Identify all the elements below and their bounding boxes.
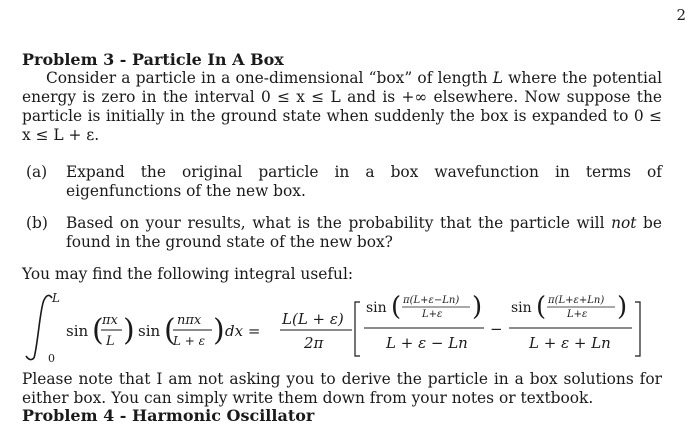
closing-note: Please note that I am not asking you to derive the particle in a box solutions for either box. You can simply write them down from your notes or textbook. (22, 370, 662, 407)
frac2-numerator-arg-denominator: L+ε (567, 309, 588, 320)
term1-arg-denominator: L (106, 334, 115, 349)
frac2-numerator-function: sin (511, 300, 532, 316)
frac1-numerator-arg-numerator: π(L+ε−Ln) (403, 295, 460, 306)
left-bracket (355, 302, 360, 356)
term2-arg-numerator: nπx (177, 313, 202, 328)
integral-equation (22, 284, 662, 370)
differential: dx = (225, 322, 261, 340)
frac1-denominator: L + ε − Ln (386, 334, 468, 352)
part-b-text-after: be found in the ground state of the new box? (66, 214, 662, 251)
term2-arg-denominator: L + ε (173, 334, 206, 348)
right-bracket (635, 302, 640, 356)
problem-parts (22, 163, 662, 252)
term1-left-paren: ( (92, 313, 104, 348)
prefactor-denominator: 2π (304, 334, 324, 352)
minus-sign: − (490, 320, 503, 338)
part-b-emphasis: not (611, 214, 637, 232)
problem-3 (22, 50, 662, 408)
integral-upper-limit: L (52, 291, 60, 305)
integral-sign (26, 295, 52, 359)
intro-symbol-L: L (492, 69, 503, 87)
part-a (22, 163, 662, 201)
term1-arg-numerator: πx (102, 313, 118, 328)
term2-left-paren: ( (164, 313, 176, 348)
integral-lower-limit: 0 (48, 352, 55, 365)
useful-text: You may find the following integral useful: (22, 265, 354, 283)
next-problem-title-partial: Problem 4 - Harmonic Oscillator (22, 406, 315, 425)
page-number: 2 (676, 6, 686, 24)
part-b-text (66, 214, 662, 252)
frac1-numerator-right-paren: ) (472, 292, 483, 322)
term2-function: sin (138, 322, 161, 340)
prefactor-numerator: L(L + ε) (282, 310, 344, 328)
frac2-denominator: L + ε + Ln (529, 334, 611, 352)
term2-right-paren: ) (213, 313, 225, 348)
problem-intro (22, 69, 662, 145)
frac1-numerator-arg-denominator: L+ε (422, 309, 443, 320)
term1-function: sin (66, 322, 89, 340)
frac1-numerator-function: sin (366, 300, 387, 316)
part-a-text: Expand the original particle in a box wavefunction in terms of eigenfunctions of the new box. (66, 163, 662, 200)
part-b-text-before: Based on your results, what is the probability that the particle will (66, 214, 612, 232)
frac2-numerator-right-paren: ) (617, 292, 628, 322)
frac2-numerator-arg-numerator: π(L+ε+Ln) (548, 295, 605, 306)
part-b (22, 214, 662, 252)
problem-title: Problem 3 - Particle In A Box (22, 50, 284, 69)
frac1-numerator-left-paren: ( (391, 292, 402, 322)
frac2-numerator-left-paren: ( (536, 292, 547, 322)
part-a-label: (a) (26, 163, 48, 181)
part-b-label: (b) (26, 214, 48, 232)
intro-part-2: where the potential energy is zero in the interval 0 ≤ x ≤ L and is +∞ elsewhere. Now suppose the particle is initially in the ground state when suddenly the box is expanded to 0 ≤ x ≤ L + ε. (22, 69, 662, 144)
intro-part-1: Consider a particle in a one-dimensional “box” of length (46, 69, 493, 87)
term1-right-paren: ) (123, 313, 135, 348)
